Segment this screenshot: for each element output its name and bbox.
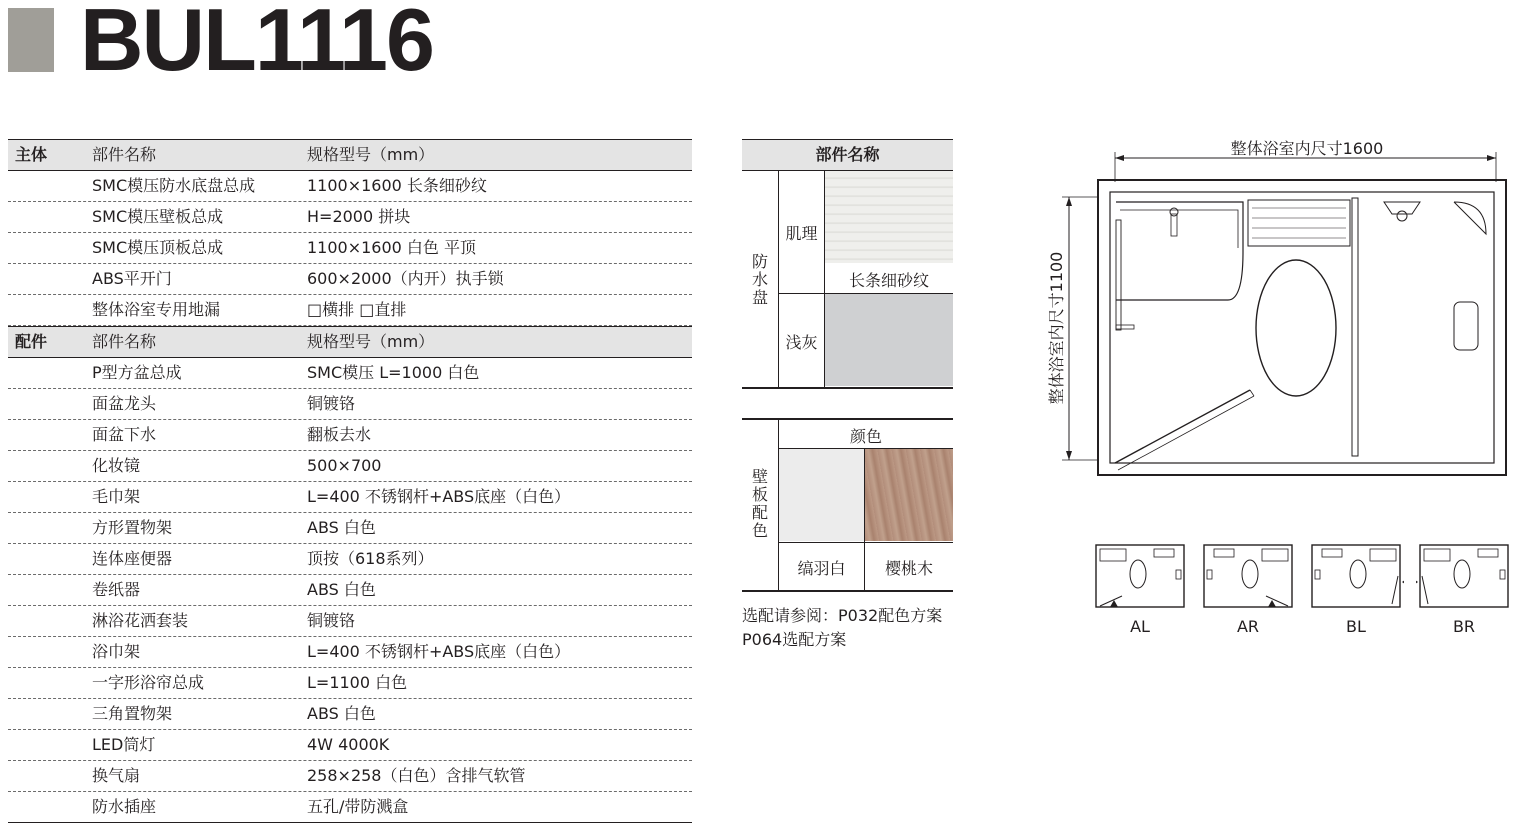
main-section-label: 主体: [15, 145, 48, 164]
part-spec: 1100×1600 长条细砂纹: [307, 176, 487, 195]
towel-bar: [1116, 220, 1121, 330]
table-row: [8, 699, 692, 730]
part-name: ABS平开门: [92, 269, 172, 288]
table-row: [8, 482, 692, 513]
accessory-header-name: 部件名称: [92, 332, 157, 351]
part-name: 连体座便器: [92, 549, 173, 568]
part-name: 三角置物架: [92, 704, 173, 723]
part-spec: 顶按（618系列）: [307, 549, 434, 568]
part-name: 淋浴花洒套装: [92, 611, 189, 630]
pan-group-label: 防 水 盘: [751, 252, 768, 307]
part-name: 浴巾架: [92, 642, 141, 661]
width-dimension-label: 整体浴室内尺寸1600: [1230, 139, 1384, 158]
part-name: SMC模压顶板总成: [92, 238, 224, 257]
part-name: 换气扇: [92, 766, 141, 785]
variant-label-al: AL: [1130, 617, 1150, 636]
table-row: [8, 761, 692, 792]
toilet: [1256, 260, 1336, 396]
table-row: [8, 171, 692, 202]
variant-plan-bl: [1308, 540, 1404, 615]
shelf: [1248, 200, 1350, 246]
part-name: 化妆镜: [92, 456, 141, 475]
part-spec: 1100×1600 白色 平顶: [307, 238, 477, 257]
variant-label-br: BR: [1452, 617, 1476, 636]
table-row: [8, 358, 692, 389]
part-name: 防水插座: [92, 797, 157, 816]
light-grey-swatch: [825, 294, 953, 386]
accessory-header-spec: 规格型号（mm）: [307, 332, 435, 351]
part-spec: ABS 白色: [307, 518, 376, 537]
divider: [742, 387, 953, 389]
part-spec: 500×700: [307, 456, 382, 475]
table-row: [8, 233, 692, 264]
part-spec: SMC模压 L=1000 白色: [307, 363, 480, 382]
part-spec: L=400 不锈钢杆+ABS底座（白色）: [307, 642, 571, 661]
texture-swatch: [825, 171, 953, 263]
divider: [778, 171, 779, 387]
table-row: [8, 389, 692, 420]
part-spec: □横排 □直排: [307, 300, 407, 319]
variant-label-ar: AR: [1236, 617, 1260, 636]
outer-wall: [1098, 180, 1506, 475]
part-name: 毛巾架: [92, 487, 141, 506]
model-title: BUL1116: [80, 0, 433, 89]
cherry-wood-swatch: [865, 449, 953, 541]
table-row: [8, 792, 692, 823]
part-spec: 五孔/带防溅盒: [307, 797, 409, 816]
pan-color-label: 浅灰: [785, 333, 818, 352]
main-header-name: 部件名称: [92, 145, 157, 164]
texture-name: 长条细砂纹: [848, 271, 929, 290]
part-spec: ABS 白色: [307, 704, 376, 723]
divider: [742, 590, 953, 592]
wall-group-label: 壁 板 配 色: [751, 467, 768, 540]
table-row: [8, 420, 692, 451]
part-spec: 600×2000（内开）执手锁: [307, 269, 504, 288]
part-name: P型方盆总成: [92, 363, 182, 382]
white-swatch: [779, 449, 864, 541]
part-name: LED筒灯: [92, 735, 156, 754]
part-name: SMC模压壁板总成: [92, 207, 224, 226]
table-row: [8, 513, 692, 544]
table-row: [8, 730, 692, 761]
table-row: [8, 451, 692, 482]
floor-plan: [1040, 130, 1510, 490]
part-name: SMC模压防水底盘总成: [92, 176, 256, 195]
curtain-rod: [1352, 198, 1358, 456]
part-name: 卷纸器: [92, 580, 141, 599]
part-name: 方形置物架: [92, 518, 173, 537]
part-spec: 铜镀铬: [307, 394, 356, 413]
corner-shelf: [1454, 202, 1486, 234]
note-line: P064选配方案: [742, 630, 847, 649]
note: [742, 604, 942, 652]
table-row: [8, 264, 692, 295]
table-row: [8, 606, 692, 637]
wood-color-name: 樱桃木: [884, 559, 933, 578]
shower-fixture: [1384, 202, 1420, 214]
part-spec: 4W 4000K: [307, 735, 390, 754]
table-row: [8, 544, 692, 575]
title-accent-block: [8, 8, 54, 72]
variant-label-bl: BL: [1346, 617, 1366, 636]
table-row: [8, 295, 692, 326]
divider: [778, 542, 953, 543]
basin: [1116, 202, 1243, 300]
part-spec: 翻板去水: [307, 425, 372, 444]
accessory-section-label: 配件: [15, 332, 48, 351]
table-row: [8, 668, 692, 699]
table-row: [8, 202, 692, 233]
variant-plan-al: [1092, 540, 1188, 615]
main-header-spec: 规格型号（mm）: [307, 145, 435, 164]
floor-drain: [1454, 302, 1478, 350]
door-swing: [1115, 390, 1250, 463]
inner-wall: [1110, 192, 1494, 463]
part-spec: H=2000 拼块: [307, 207, 411, 226]
pan-table-header: 部件名称: [742, 139, 953, 171]
note-line: 选配请参阅：P032配色方案: [742, 606, 943, 625]
wall-color-header: 颜色: [849, 427, 882, 446]
accessory-header-row: [8, 326, 692, 358]
white-color-name: 缟羽白: [797, 559, 846, 578]
part-spec: ABS 白色: [307, 580, 376, 599]
part-spec: 铜镀铬: [307, 611, 356, 630]
texture-label: 肌理: [785, 224, 818, 243]
height-dimension-label: 整体浴室内尺寸1100: [1047, 251, 1066, 405]
divider: [742, 418, 953, 420]
part-name: 一字形浴帘总成: [92, 673, 205, 692]
part-name: 整体浴室专用地漏: [92, 300, 221, 319]
main-header-row: [8, 139, 692, 171]
part-spec: L=400 不锈钢杆+ABS底座（白色）: [307, 487, 571, 506]
variant-plan-br: [1416, 540, 1512, 615]
part-name: 面盆下水: [92, 425, 157, 444]
table-row: [8, 575, 692, 606]
spec-table: [8, 139, 692, 823]
variant-plan-ar: [1200, 540, 1296, 615]
table-row: [8, 637, 692, 668]
part-name: 面盆龙头: [92, 394, 157, 413]
part-spec: 258×258（白色）含排气软管: [307, 766, 526, 785]
part-spec: L=1100 白色: [307, 673, 408, 692]
